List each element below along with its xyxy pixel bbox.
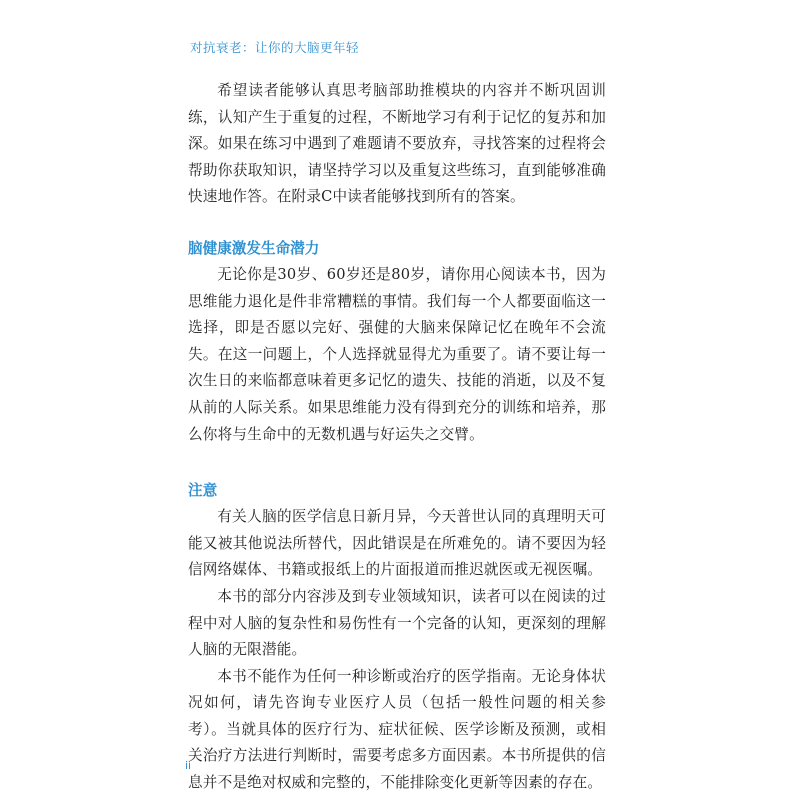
section-heading-note: 注意 [188, 482, 218, 500]
section-heading-brain-health: 脑健康激发生命潜力 [188, 239, 320, 257]
note-paragraph-1: 有关人脑的医学信息日新月异，今天普世认同的真理明天可能又被其他说法所替代，因此错误是在所难免的。请不要因为轻信网络媒体、书籍或报纸上的片面报道而推迟就医或无视医嘱。 [188, 508, 606, 579]
page-body [188, 78, 606, 797]
brain-health-paragraph: 无论你是30岁、60岁还是80岁，请你用心阅读本书，因为思维能力退化是件非常糟糕的事情。我们每一个人都要面临这一选择，即是否愿以完好、强健的大脑来保障记忆在晚年不会流失。在这一问题上，个人选择就显得尤为重要了。请不要让每一次生日的来临都意味着更多记忆的遗失、技能的消逝，以及不复从前的人际关系。如果思维能力没有得到充分的训练和培养，那么你将与生命中的无数机遇与好运失之交臂。 [188, 265, 606, 443]
note-paragraph-2: 本书的部分内容涉及到专业领域知识，读者可以在阅读的过程中对人脑的复杂性和易伤性有一个完备的认知，更深刻的理解人脑的无限潜能。 [188, 587, 606, 659]
page-number: ii [185, 759, 192, 772]
intro-paragraph: 希望读者能够认真思考脑部助推模块的内容并不断巩固训练，认知产生于重复的过程，不断地学习有利于记忆的复苏和加深。如果在练习中遇到了难题请不要放弃，寻找答案的过程将会帮助你获取知识，请坚持学习以及重复这些练习，直到能够准确快速地作答。在附录C中读者能够找到所有的答案。 [188, 82, 606, 206]
running-header: 对抗衰老：让你的大脑更年轻 [190, 40, 360, 55]
note-paragraph-3: 本书不能作为任何一种诊断或治疗的医学指南。无论身体状况如何，请先咨询专业医疗人员（包括一般性问题的相关参考）。当就具体的医疗行为、症状征候、医学诊断及预测，或相关治疗方法进行判断时，需要考虑多方面因素。本书所提供的信息并不是绝对权威和完整的，不能排除变化更新等因素的存在。 [188, 667, 606, 792]
